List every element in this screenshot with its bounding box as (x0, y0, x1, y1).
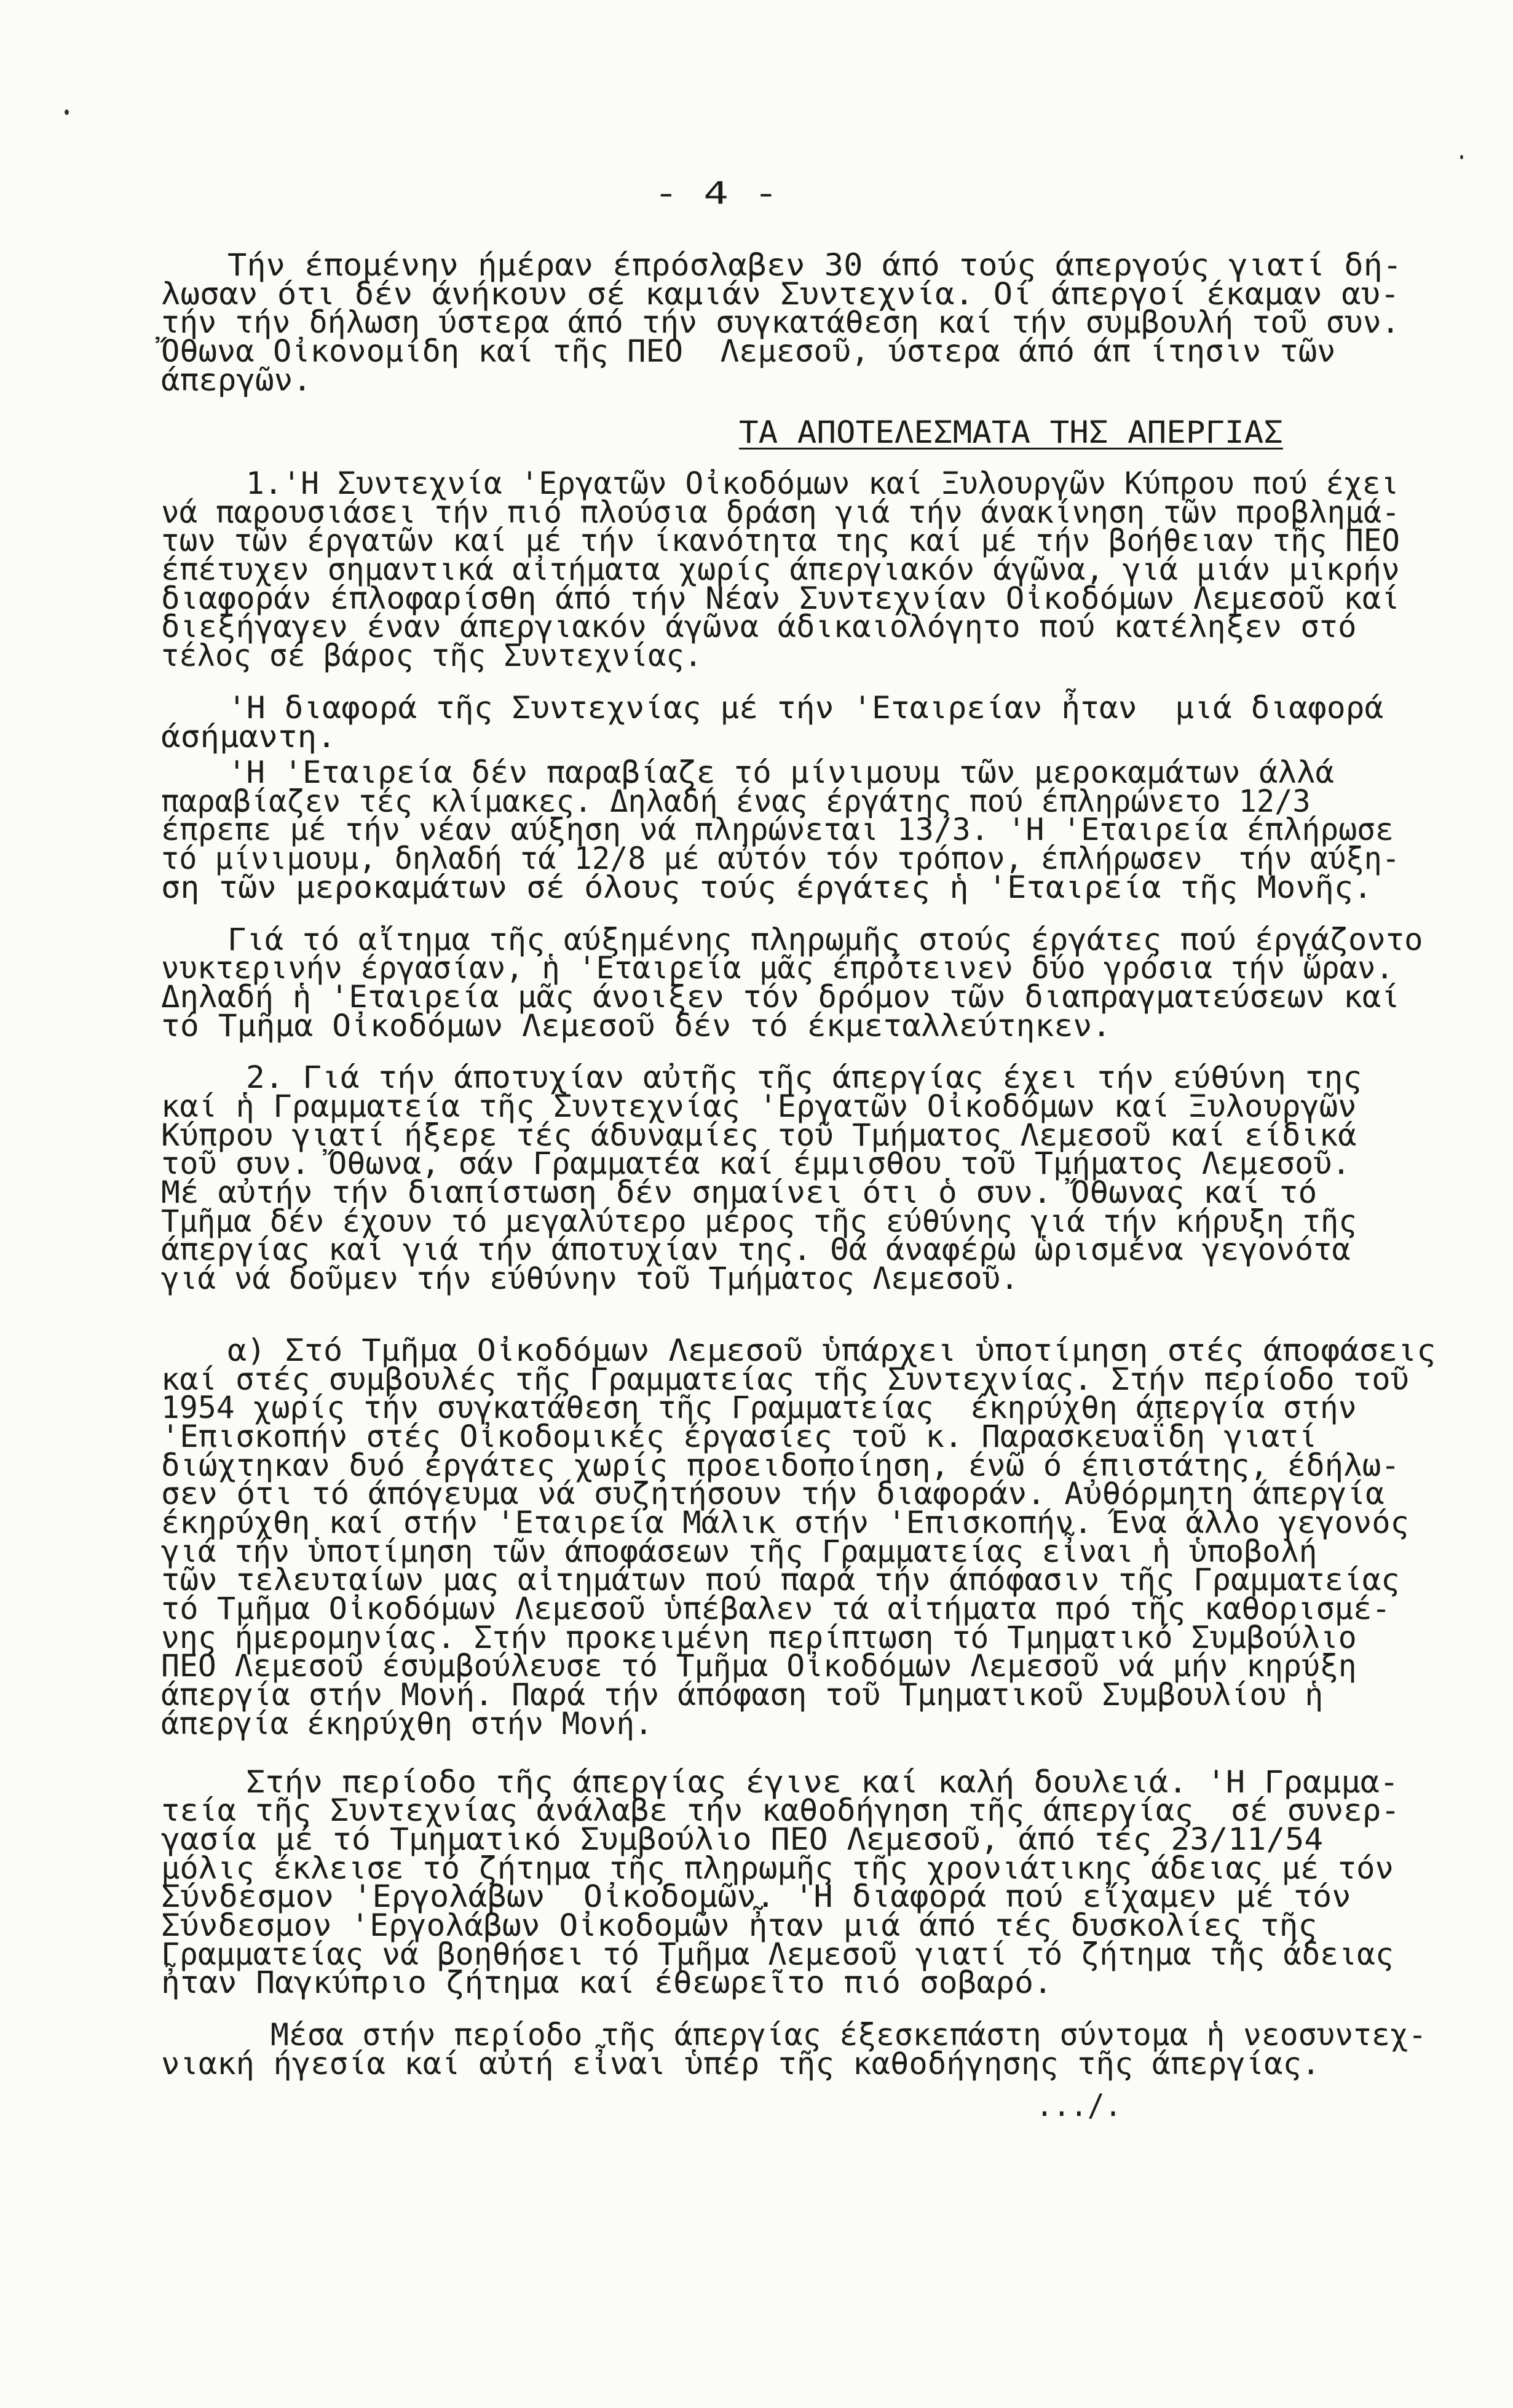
text-line: γιά τήν ὑποτίμηση τῶν άποφάσεων τῆς Γραμματείας εἶναι ἡ ὑποβολή (161, 1534, 1317, 1569)
text-line: τήν τήν δήλωση ύστερα άπό τήν συγκατάθεση καί τήν συμβουλή τοῦ συν. (161, 304, 1400, 340)
text-line: άπεργῶν. (161, 362, 312, 398)
text-line: τό Τμῆμα Οἰκοδόμων Λεμεσοῦ ὑπέβαλεν τά αἰτήματα πρό τῆς καθορισμέ- (161, 1591, 1391, 1626)
text-line: έκηρύχθη καί στήν 'Εταιρεία Μάλικ στήν 'Επισκοπήν. Ένα άλλο γεγονός (161, 1505, 1409, 1540)
scan-speck (65, 109, 69, 115)
text-line: ἦταν Παγκύπριο ζήτημα καί έθεωρεῖτο πιό σοβαρό. (161, 1965, 1053, 2000)
section-heading: ΤΑ ΑΠΟΤΕΛΕΣΜΑΤΑ ΤΗΣ ΑΠΕΡΓΙΑΣ (739, 414, 1283, 450)
text-line: παραβίαζεν τές κλίμακες. Δηλαδή ένας έργάτης πού έπληρώνετο 12/3 (161, 783, 1311, 819)
text-line: νιακή ήγεσία καί αὐτή εἶναι ὑπέρ τῆς καθοδήγησης τῆς άπεργίας. (161, 2046, 1321, 2081)
text-line: Γραμματείας νά βοηθήσει τό Τμῆμα Λεμεσοῦ γιατί τό ζήτημα τῆς άδειας (161, 1936, 1394, 1972)
page-number: - 4 - (654, 175, 779, 211)
text-line: ΠΕΟ Λεμεσοῦ έσυμβούλευσε τό Τμῆμα Οἰκοδόμων Λεμεσοῦ νά μήν κηρύξη (161, 1648, 1357, 1684)
text-line: νης ήμερομηνίας. Στήν προκειμένη περίπτωση τό Τμηματικό Συμβούλιο (161, 1620, 1357, 1655)
text-line: λωσαν ότι δέν άνήκουν σέ καμιάν Συντεχνία. Οί άπεργοί έκαμαν αυ- (161, 276, 1400, 312)
text-line: 2. Γιά τήν άποτυχίαν αὐτῆς τῆς άπεργίας έχει τήν εύθύνη της (246, 1059, 1362, 1095)
text-line: Τμῆμα δέν έχουν τό μεγαλύτερο μέρος τῆς εύθύνης γιά τήν κήρυξη τῆς (161, 1203, 1357, 1239)
text-line: ση τῶν μεροκαμάτων σέ όλους τούς έργάτες ἡ 'Εταιρεία τῆς Μονῆς. (161, 869, 1373, 905)
text-line: τῶν τελευταίων μας αἰτημάτων πού παρά τήν άπόφασιν τῆς Γραμματείας (161, 1562, 1400, 1598)
text-line: έπρεπε μέ τήν νέαν αύξηση νά πληρώνεται 13/3. 'Η 'Εταιρεία έπλήρωσε (161, 812, 1394, 847)
text-line: τό μίνιμουμ, δηλαδή τά 12/8 μέ αὐτόν τόν τρόπον, έπλήρωσεν τήν αύξη- (161, 841, 1400, 876)
text-line: Γιά τό αἴτημα τῆς αύξημένης πληρωμῆς στούς έργάτες πού έργάζοντο (227, 922, 1423, 957)
text-line: Τήν έπομένην ήμέραν έπρόσλαβεν 30 άπό τούς άπεργούς γιατί δή- (227, 247, 1402, 283)
text-line: διώχτηκαν δυό έργάτες χωρίς προειδοποίηση, ένῶ ό έπιστάτης, έδήλω- (161, 1448, 1400, 1483)
text-line: καί ἡ Γραμματεία τῆς Συντεχνίας 'Εργατῶν Οἰκοδόμων καί Ξυλουργῶν (161, 1088, 1357, 1124)
text-line: τό Τμῆμα Οἰκοδόμων Λεμεσοῦ δέν τό έκμεταλλεύτηκεν. (161, 1008, 1112, 1044)
text-line: άπεργία στήν Μονή. Παρά τήν άπόφαση τοῦ Τμηματικοῦ Συμβουλίου ἡ (161, 1677, 1324, 1713)
text-line: 'Η διαφορά τῆς Συντεχνίας μέ τήν 'Εταιρείαν ἦταν μιά διαφορά (227, 690, 1384, 726)
text-line: Δηλαδή ἡ 'Εταιρεία μᾶς άνοιξεν τόν δρόμον τῶν διαπραγματεύσεων καί (161, 979, 1400, 1015)
text-line: 1954 χωρίς τήν συγκατάθεση τῆς Γραμματείας έκηρύχθη άπεργία στήν (161, 1390, 1357, 1425)
text-line: Ὄθωνα Οἰκονομίδη καί τῆς ΠΕΟ Λεμεσοῦ, ύστερα άπό άπ ίτησιν τῶν (161, 333, 1336, 369)
text-line: μόλις έκλεισε τό ζήτημα τῆς πληρωμῆς τῆς χρονιάτικης άδειας μέ τόν (161, 1850, 1394, 1886)
text-line: Σύνδεσμον 'Εργολάβων Οἰκοδομῶν ἦταν μιά άπό τές δυσκολίες τῆς (161, 1907, 1317, 1943)
text-line: γασία μέ τό Τμηματικό Συμβούλιο ΠΕΟ Λεμεσοῦ, άπό τές 23/11/54 (161, 1821, 1324, 1857)
text-line: τεία τῆς Συντεχνίας άνάλαβε τήν καθοδήγηση τῆς άπεργίας σέ συνερ- (161, 1792, 1400, 1828)
text-line: διεξήγαγεν έναν άπεργιακόν άγῶνα άδικαιολόγητο πού κατέληξεν στό (161, 609, 1357, 644)
text-line: 1.'Η Συντεχνία 'Εργατῶν Οἰκοδόμων καί Ξυλουργῶν Κύπρου πού έχει (246, 465, 1399, 501)
text-line: Μέ αὐτήν τήν διαπίστωση δέν σημαίνει ότι ὁ συν. Ὄθωνας καί τό (161, 1174, 1317, 1210)
text-line: άπεργία έκηρύχθη στήν Μονή. (161, 1706, 653, 1741)
text-line: τοῦ συν. Ὄθωνα, σάν Γραμματέα καί έμμισθου τοῦ Τμήματος Λεμεσοῦ. (161, 1146, 1351, 1181)
text-line: των τῶν έργατῶν καί μέ τήν ίκανότητα της καί μέ τήν βοήθειαν τῆς ΠΕΟ (161, 523, 1400, 558)
text-line: α) Στό Τμῆμα Οἰκοδόμων Λεμεσοῦ ὑπάρχει ὑποτίμηση στές άποφάσεις (227, 1333, 1436, 1368)
text-line: Στήν περίοδο τῆς άπεργίας έγινε καί καλή δουλειά. 'Η Γραμμα- (246, 1764, 1399, 1800)
text-line: Κύπρου γιατί ήξερε τές άδυναμίες τοῦ Τμήματος Λεμεσοῦ καί είδικά (161, 1117, 1357, 1153)
text-line: νά παρουσιάσει τήν πιό πλούσια δράση γιά τήν άνακίνηση τῶν προβλημά- (161, 494, 1400, 530)
text-line: τέλος σέ βάρος τῆς Συντεχνίας. (161, 638, 703, 673)
text-line: άσήμαντη. (161, 719, 336, 754)
text-line: 'Επισκοπήν στές Οἰκοδομικές έργασίες τοῦ κ. Παρασκευαΐδη γιατί (161, 1419, 1317, 1454)
scan-speck (1460, 155, 1463, 159)
text-line: διαφοράν έπλοφαρίσθη άπό τήν Νέαν Συντεχνίαν Οἰκοδόμων Λεμεσοῦ καί (161, 580, 1400, 616)
continuation-mark: .../. (1036, 2088, 1122, 2123)
text-line: γιά νά δοῦμεν τήν εύθύνην τοῦ Τμήματος Λεμεσοῦ. (161, 1261, 1019, 1296)
text-line: νυκτερινήν έργασίαν, ἡ 'Εταιρεία μᾶς έπρότεινεν δύο γρόσια τήν ὥραν. (161, 950, 1394, 986)
text-line: καί στές συμβουλές τῆς Γραμματείας τῆς Συντεχνίας. Στήν περίοδο τοῦ (161, 1361, 1409, 1397)
text-line: Σύνδεσμον 'Εργολάβων Οἰκοδομῶν. 'Η διαφορά πού εἴχαμεν μέ τόν (161, 1879, 1351, 1914)
text-line: άπεργίας καί γιά τήν άποτυχίαν της. Θά άναφέρω ὡρισμένα γεγονότα (161, 1232, 1351, 1267)
text-line: έπέτυχεν σημαντικά αἰτήματα χωρίς άπεργιακόν άγῶνα, γιά μιάν μικρήν (161, 552, 1400, 587)
text-line: 'Η 'Εταιρεία δέν παραβίαζε τό μίνιμουμ τῶν μεροκαμάτων άλλά (227, 754, 1335, 790)
text-line: σεν ότι τό άπόγευμα νά συζητήσουν τήν διαφοράν. Αὐθόρμητη άπεργία (161, 1476, 1385, 1511)
text-line: Μέσα στήν περίοδο τῆς άπεργίας έξεσκεπάστη σύντομα ἡ νεοσυντεχ- (271, 2017, 1427, 2053)
